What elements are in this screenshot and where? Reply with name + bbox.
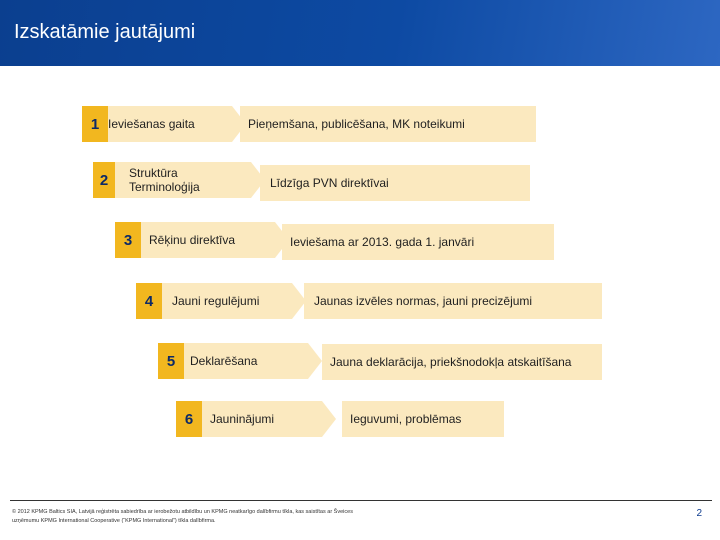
- step-4-description: [304, 283, 602, 319]
- step-number: 5: [166, 352, 176, 370]
- step-number: 3: [123, 231, 133, 249]
- description-text: Jaunas izvēles normas, jauni precizējumi: [314, 294, 533, 308]
- description-text: Ieviešama ar 2013. gada 1. janvāri: [290, 235, 475, 249]
- step-3-description: [282, 224, 554, 260]
- step-5-description: [322, 344, 602, 380]
- description-text: Jauna deklarācija, priekšnodokļa atskaitīšana: [330, 355, 572, 369]
- step-label: [129, 162, 200, 198]
- step-6-description: [342, 401, 504, 437]
- footer-copyright: [12, 508, 482, 526]
- step-number-box: [115, 222, 141, 258]
- description-text: Līdzīga PVN direktīvai: [270, 176, 389, 190]
- step-label: Deklarēšana: [190, 354, 258, 368]
- step-label: Ieviešanas gaita: [108, 117, 195, 131]
- step-4: [136, 283, 292, 319]
- footer-line-2: uzņēmumu KPMG International Cooperative (“KPMG International”) tīkla dalībfirma.: [12, 518, 216, 524]
- step-label: Jauninājumi: [210, 412, 275, 426]
- step-label-line1: Struktūra: [129, 166, 178, 180]
- step-1: [82, 106, 232, 142]
- footer-line-1: © 2012 KPMG Baltics SIA, Latvijā reģistrēta sabiedrība ar ierobežotu atbildību un KPMG neatkarīgo dalībfirmu tīkla, kas saistītas ar Šveices: [12, 509, 353, 515]
- step-number: 4: [144, 292, 154, 310]
- step-2: [101, 162, 251, 198]
- step-2-description: [260, 165, 530, 201]
- step-number: 2: [99, 171, 109, 189]
- step-5: [158, 343, 308, 379]
- description-text: Pieņemšana, publicēšana, MK noteikumi: [248, 117, 465, 131]
- step-6: [176, 401, 322, 437]
- step-number-box: [158, 343, 184, 379]
- step-label: Jauni regulējumi: [172, 294, 260, 308]
- title-bar: [0, 0, 720, 66]
- footer-divider: [10, 500, 712, 501]
- step-label-line2: Terminoloģija: [129, 180, 200, 194]
- step-number: 6: [184, 410, 194, 428]
- step-number-box: [136, 283, 162, 319]
- step-number-box: [82, 106, 108, 142]
- step-1-description: [240, 106, 536, 142]
- step-number-box: [176, 401, 202, 437]
- step-arrow: [308, 343, 322, 379]
- step-3: [115, 222, 275, 258]
- description-text: Ieguvumi, problēmas: [350, 412, 462, 426]
- step-number-box: [93, 162, 115, 198]
- step-arrow: [322, 401, 336, 437]
- page-title: Izskatāmie jautājumi: [14, 21, 196, 43]
- step-number: 1: [90, 115, 100, 133]
- page-number: 2: [696, 508, 702, 519]
- step-label: Rēķinu direktīva: [149, 233, 236, 247]
